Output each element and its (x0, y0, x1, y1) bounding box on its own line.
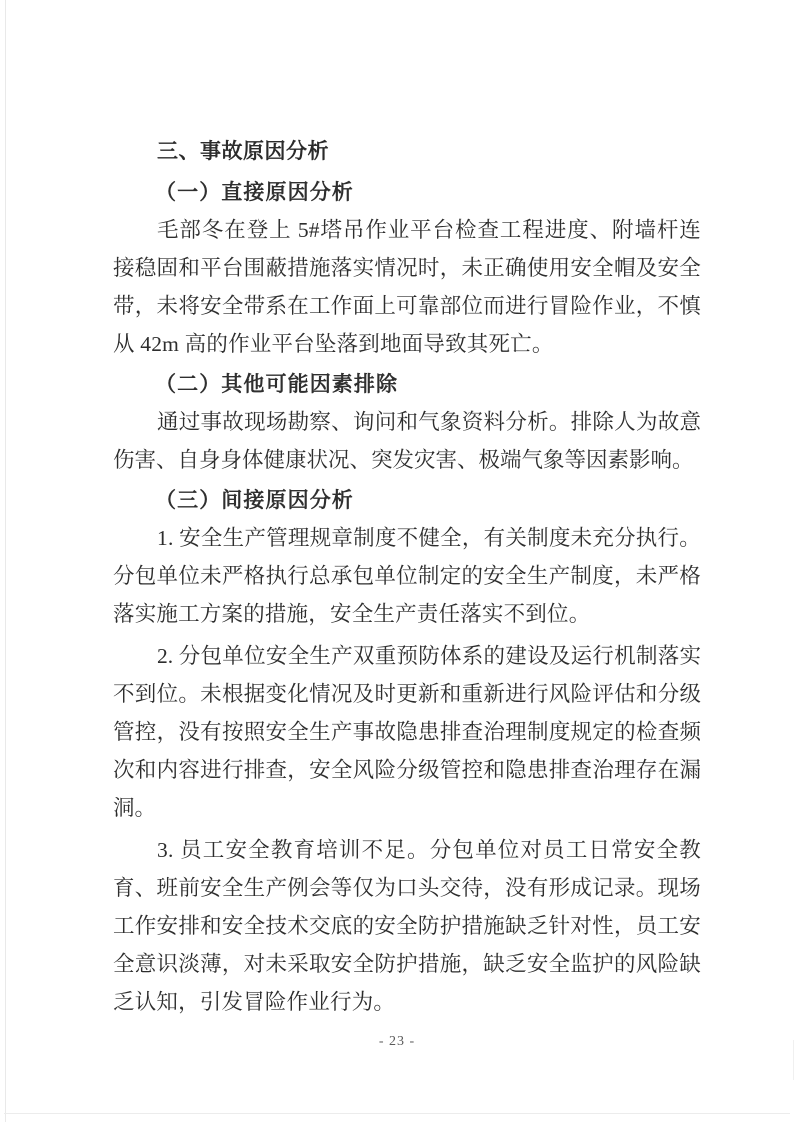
subsection-heading-other-factors-excluded: （二）其他可能因素排除 (155, 372, 399, 396)
paragraph-other-factors-1: 通过事故现场勘察、询问和气象资料分析。排除人为故意伤害、自身身体健康状况、突发灾害、极端气象等因素影响。 (113, 410, 701, 472)
paragraph-indirect-cause-3: 3. 员工安全教育培训不足。分包单位对员工日常安全教育、班前安全生产例会等仅为口头交待，没有形成记录。现场工作安排和安全技术交底的安全防护措施缺乏针对性，员工安全意识淡薄，对未采取安全防护措施，缺乏安全监护的风险缺乏认知，引发冒险作业行为。 (113, 838, 701, 1014)
subsection-heading-direct-cause: （一）直接原因分析 (155, 180, 354, 204)
document-body (113, 132, 701, 1021)
page-number: - 23 - (378, 1034, 416, 1049)
section-heading-accident-cause-analysis: 三、事故原因分析 (157, 139, 329, 163)
paragraph-indirect-cause-2: 2. 分包单位安全生产双重预防体系的建设及运行机制落实不到位。未根据变化情况及时更新和重新进行风险评估和分级管控，没有按照安全生产事故隐患排查治理制度规定的检查频次和内容进行排查，安全风险分级管控和隐患排查治理存在漏洞。 (113, 644, 701, 820)
scan-edge-line-left (5, 0, 6, 1122)
paragraph-indirect-cause-1: 1. 安全生产管理规章制度不健全，有关制度未充分执行。分包单位未严格执行总承包单位制定的安全生产制度，未严格落实施工方案的措施，安全生产责任落实不到位。 (113, 526, 701, 626)
scan-edge-line-bottom (4, 1113, 790, 1114)
paragraph-direct-cause-1: 毛部冬在登上 5#塔吊作业平台检查工程进度、附墙杆连接稳固和平台围蔽措施落实情况时，未正确使用安全帽及安全带，未将安全带系在工作面上可靠部位而进行冒险作业，不慎从 42m 高的作业平台坠落到地面导致其死亡。 (113, 218, 701, 356)
subsection-heading-indirect-cause: （三）间接原因分析 (155, 488, 354, 512)
